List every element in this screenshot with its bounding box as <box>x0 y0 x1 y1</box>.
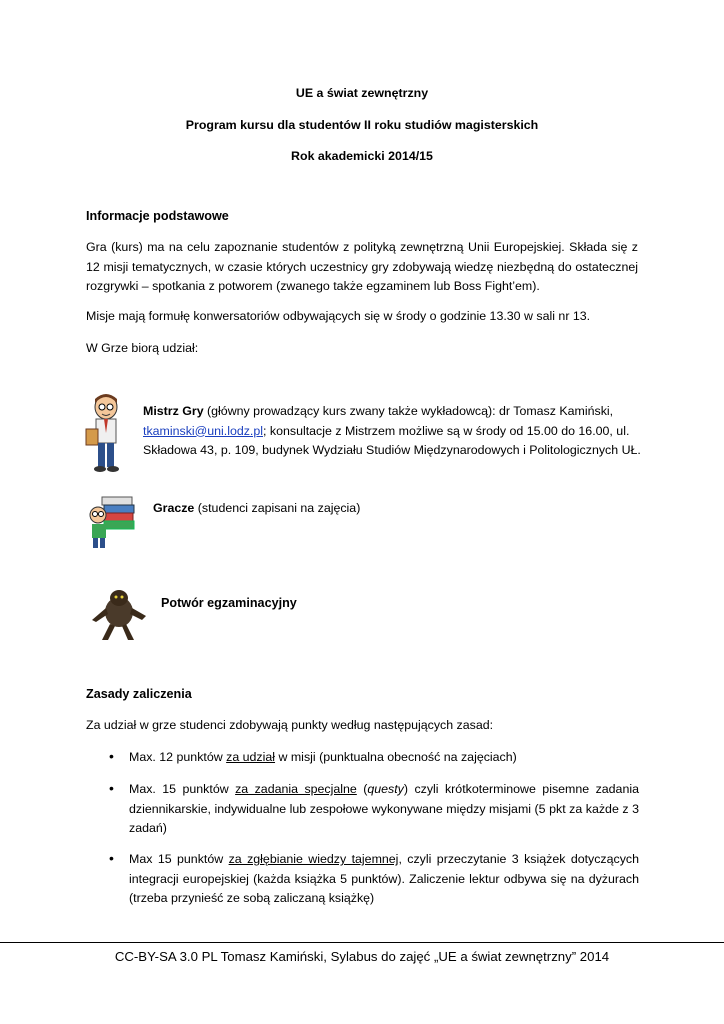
rules-intro: Za udział w grze studenci zdobywają punkty według następujących zasad: <box>86 718 494 732</box>
rule-3-underlined: za zgłębianie wiedzy tajemnej <box>228 852 399 866</box>
master-consult: ; konsultacje z Mistrzem możliwe są w środy od 15.00 do 16.00, ul. <box>263 423 630 438</box>
rule-1-post: w misji (punktualna obecność na zajęciach) <box>275 750 517 764</box>
rule-bullet-1 <box>129 748 639 768</box>
rule-2-mid: ( <box>356 782 368 796</box>
rule-2-underlined: za zadania specjalne <box>235 782 357 796</box>
info-paragraph-3: W Grze biorą udział: <box>86 341 199 355</box>
footer-rule <box>0 942 724 943</box>
academic-year: Rok akademicki 2014/15 <box>291 149 433 163</box>
master-block <box>143 402 643 461</box>
rule-2-italic: questy <box>367 782 404 796</box>
rule-1-underlined: za udział <box>226 750 276 764</box>
teacher-icon <box>82 393 132 473</box>
rule-1-pre: Max. 12 punktów <box>129 750 227 764</box>
rule-3-post: , czyli przeczytanie 3 książek dotyczących integracji europejskiej (każda książka 5 punktów). Zaliczenie lektur odbywa się na dyżurach (trzeba przynieść ze sobą zaliczaną książkę) <box>129 852 639 905</box>
bullet-2-marker: • <box>109 780 114 796</box>
footer-text: CC-BY-SA 3.0 PL Tomasz Kamiński, Sylabus do zajęć „UE a świat zewnętrzny” 2014 <box>114 949 610 964</box>
info-paragraph-1: Gra (kurs) ma na celu zapoznanie studentów z polityką zewnętrzną Unii Europejskiej. Składa się z 12 misji tematycznych, w czasie których uczestnicy gry zdobywają wiedzę niezbędną do ostatecznej rozgrywki – spotkania z potworem (zwanego także egzaminem lub Boss Fight’em). <box>86 240 638 293</box>
rule-bullet-2 <box>129 780 639 839</box>
rule-bullet-3 <box>129 850 639 909</box>
master-address: Składowa 43, p. 109, budynek Wydziału Studiów Międzynarodowych i Politologicznych UŁ. <box>143 443 641 457</box>
master-email-link[interactable]: tkaminski@uni.lodz.pl <box>143 423 264 438</box>
section-heading-info: Informacje podstawowe <box>86 209 229 223</box>
master-desc: (główny prowadzący kurs zwany także wykładowcą): dr Tomasz Kamiński, <box>203 404 614 418</box>
monster-name: Potwór egzaminacyjny <box>161 596 297 610</box>
document-title: UE a świat zewnętrzny <box>295 86 429 100</box>
monster-icon <box>90 586 148 642</box>
players-desc: (studenci zapisani na zajęcia) <box>194 501 361 515</box>
info-paragraph-2: Misje mają formułę konwersatoriów odbywających się w środy o godzinie 13.30 w sali nr 13. <box>86 309 591 323</box>
bullet-3-marker: • <box>109 850 114 866</box>
document-subtitle: Program kursu dla studentów II roku studiów magisterskich <box>185 118 539 132</box>
master-name: Mistrz Gry <box>143 404 204 418</box>
players-name: Gracze <box>153 501 195 515</box>
bullet-1-marker: • <box>109 748 114 764</box>
rule-2-post: ) czyli krótkoterminowe pisemne zadania dziennikarskie, indywidualne lub zespołowe wykonywane między misjami (5 pkt za każde z 3 zadań) <box>129 782 639 835</box>
student-books-icon <box>86 493 138 553</box>
rule-3-pre: Max 15 punktów <box>129 852 229 866</box>
players-line <box>153 501 360 515</box>
section-heading-rules: Zasady zaliczenia <box>86 687 192 701</box>
rule-2-pre: Max. 15 punktów <box>129 782 236 796</box>
